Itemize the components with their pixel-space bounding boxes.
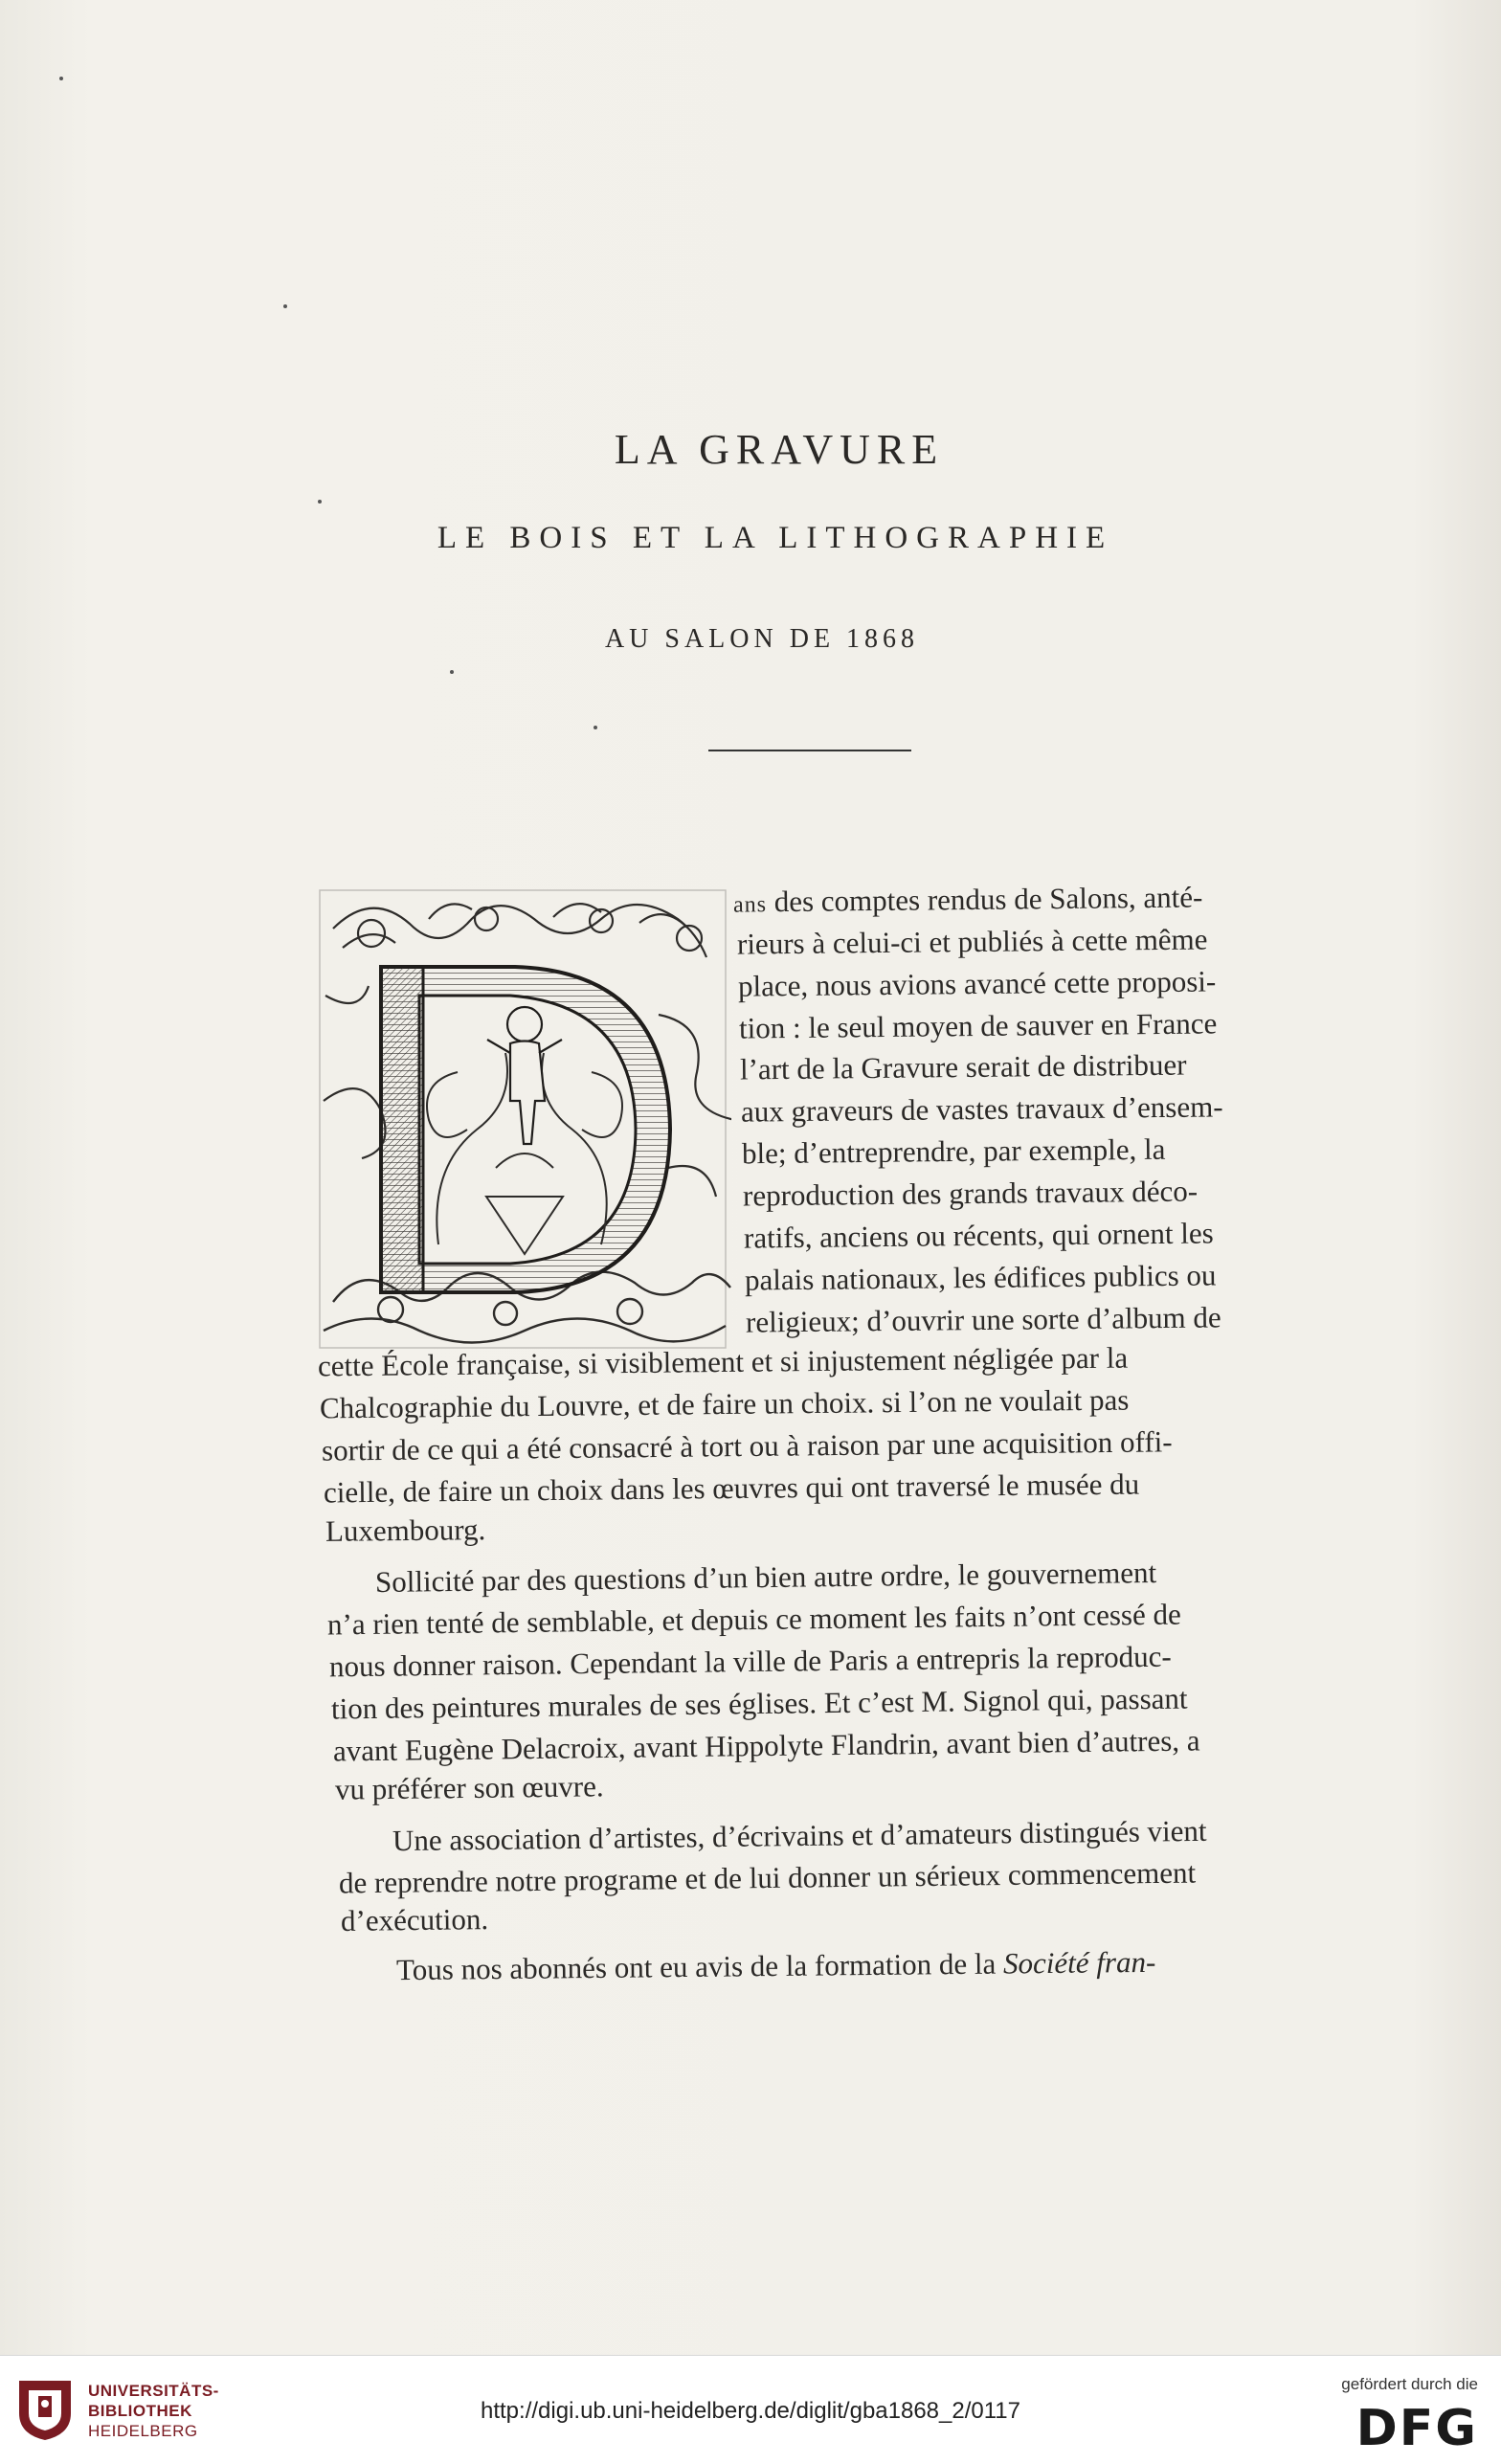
scan-speck: [59, 77, 63, 80]
text-line-content: des comptes rendus de Salons, anté-: [766, 880, 1203, 919]
text-line: l’art de la Gravure serait de distribuer: [739, 1047, 1187, 1086]
text-line: Luxembourg.: [325, 1512, 486, 1548]
text-line: [396, 1941, 1156, 1991]
text-line: Une association d’artistes, d’écrivains et d’amateurs distingués vient: [392, 1813, 1207, 1858]
text-line: d’exécution.: [340, 1902, 489, 1938]
text-line: reproduction des grands travaux déco-: [742, 1174, 1199, 1213]
text-line: ratifs, anciens ou récents, qui ornent les: [743, 1216, 1214, 1255]
dfg-logo: DFG: [1355, 2400, 1478, 2457]
article-subtitle: [0, 521, 1501, 556]
text-line-content: Tous nos abonnés ont eu avis de la formation de la: [395, 1946, 1004, 1987]
title-line-2: LE BOIS ET LA LITHOGRAPHIE: [437, 521, 1114, 555]
ornamental-dropcap-d-icon: [314, 881, 731, 1359]
scan-speck: [318, 500, 322, 504]
source-url[interactable]: http://digi.ub.uni-heidelberg.de/diglit/gba1868_2/0117: [481, 2398, 1020, 2424]
text-line: n’a rien tenté de semblable, et depuis ce moment les faits n’ont cessé de: [326, 1597, 1181, 1642]
university-line-1: UNIVERSITÄTS-: [88, 2382, 219, 2400]
text-line: tion des peintures murales de ses églises. Et c’est M. Signol qui, passant: [330, 1681, 1188, 1726]
scan-speck: [594, 726, 597, 729]
text-line: tion : le seul moyen de sauver en France: [738, 1006, 1218, 1045]
text-line: palais nationaux, les édifices publics ou: [744, 1258, 1217, 1297]
title-rule: [708, 750, 911, 751]
text-line: place, nous avions avancé cette proposi-: [737, 964, 1217, 1003]
university-line-3: HEIDELBERG: [88, 2422, 198, 2440]
text-line: Sollicité par des questions d’un bien autre ordre, le gouvernement: [374, 1556, 1157, 1599]
text-line: avant Eugène Delacroix, avant Hippolyte Flandrin, avant bien d’autres, a: [332, 1723, 1200, 1768]
text-line: cette École française, si visiblement et si injustement négligée par la: [317, 1340, 1129, 1383]
scan-speck: [283, 304, 287, 308]
text-line: religieux; d’ouvrir une sorte d’album de: [745, 1300, 1221, 1339]
text-line: nous donner raison. Cependant la ville de Paris a entrepris la reproduc-: [328, 1639, 1172, 1684]
text-line: Chalcographie du Louvre, et de faire un choix. si l’on ne voulait pas: [319, 1382, 1130, 1425]
text-line: de reprendre notre programe et de lui donner un sérieux commencement: [338, 1855, 1197, 1900]
text-line: ble; d’entreprendre, par exemple, la: [741, 1131, 1166, 1171]
text-line: sortir de ce qui a été consacré à tort ou à raison par une acquisition offi-: [321, 1424, 1173, 1467]
title-line-1: LA GRAVURE: [614, 426, 945, 473]
title-line-3: AU SALON DE 1868: [604, 624, 920, 654]
article-title: [0, 425, 1501, 474]
article-subtitle-2: [0, 624, 1501, 655]
university-line-2: BIBLIOTHEK: [88, 2402, 192, 2420]
text-line: aux graveurs de vastes travaux d’ensem-: [740, 1089, 1223, 1129]
funding-note: gefördert durch die: [1341, 2375, 1478, 2393]
italic-text: Société fran-: [1002, 1944, 1156, 1981]
text-line: rieurs à celui-ci et publiés à cette même: [736, 922, 1208, 961]
text-line: vu préférer son œuvre.: [334, 1769, 604, 1806]
lead-small-caps: ans: [732, 892, 768, 918]
text-line: cielle, de faire un choix dans les œuvres qui ont traversé le musée du: [323, 1467, 1140, 1510]
footer-bar: [0, 2355, 1501, 2464]
scan-speck: [450, 670, 454, 674]
